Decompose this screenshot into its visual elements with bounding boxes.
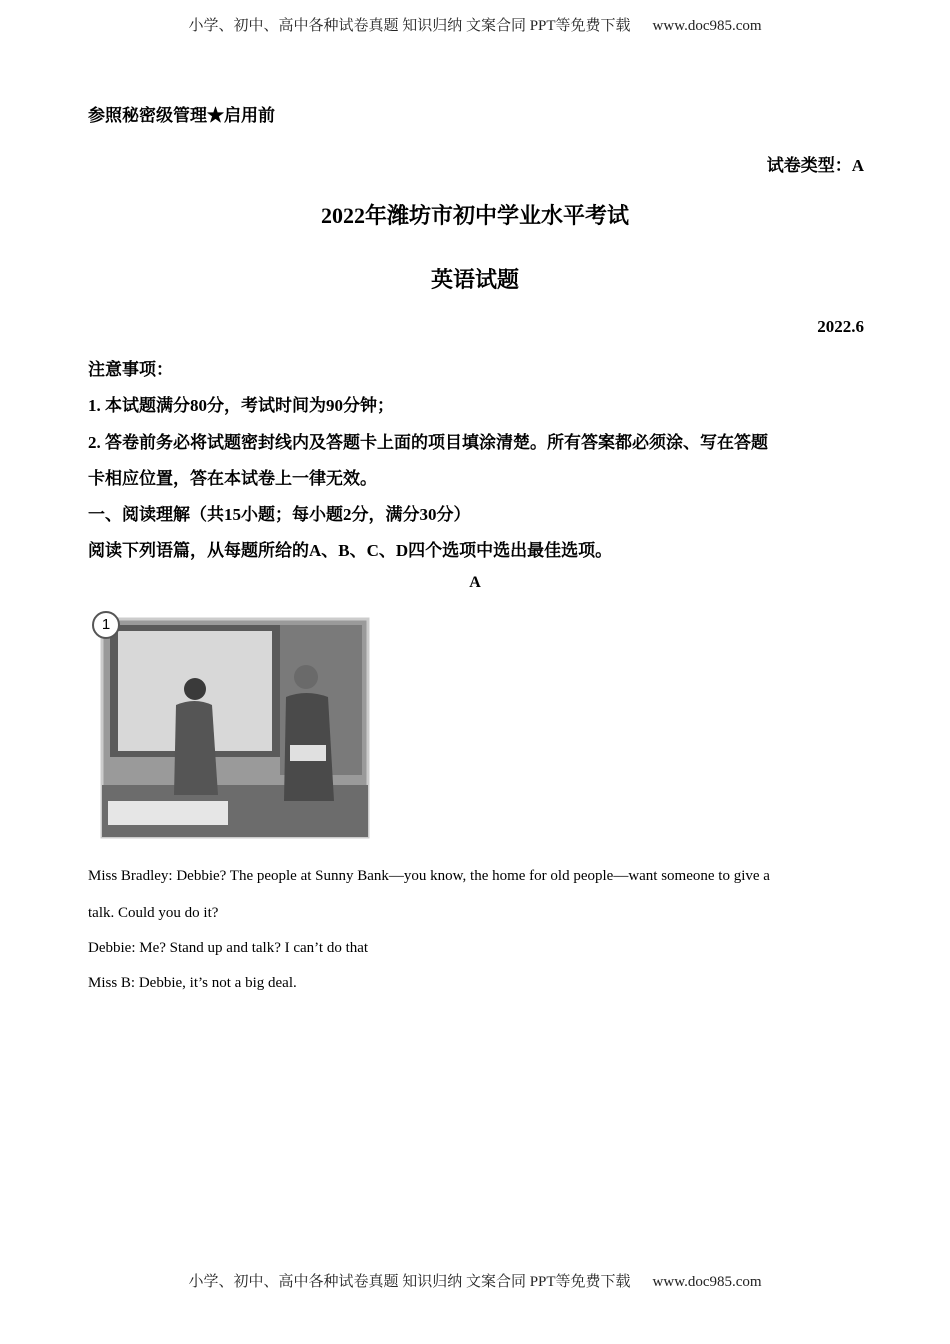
header-url[interactable]: www.doc985.com: [652, 18, 762, 34]
paper-type: 试卷类型：A: [766, 156, 864, 175]
dialogue-line: Miss B: Debbie, it’s not a big deal.: [88, 975, 297, 991]
dialogue-line: Miss Bradley: Debbie? The people at Sunny Bank—you know, the home for old people—want someone to give a: [88, 868, 770, 884]
footer-text: 小学、初中、高中各种试卷真题 知识归纳 文案合同 PPT等免费下载: [188, 1274, 631, 1290]
page-footer: [0, 1270, 950, 1291]
notice-2a: 2. 答卷前务必将试题密封线内及答题卡上面的项目填涂清楚。所有答案都必须涂、写在答题: [88, 433, 768, 452]
page-header: [0, 14, 950, 35]
notice-2b: 卡相应位置，答在本试卷上一律无效。: [88, 469, 377, 488]
dialogue-line: Debbie: Me? Stand up and talk? I can’t do that: [88, 940, 369, 956]
footer-url[interactable]: www.doc985.com: [652, 1274, 762, 1290]
dialogue-line: talk. Could you do it?: [88, 905, 219, 921]
secrecy-label: 参照秘密级管理★启用前: [88, 106, 275, 125]
photo-number-badge: 1: [92, 611, 120, 639]
instruction: 阅读下列语篇，从每题所给的A、B、C、D四个选项中选出最佳选项。: [88, 541, 613, 560]
notice-1: 1. 本试题满分80分，考试时间为90分钟；: [88, 396, 394, 415]
section-heading: 一、阅读理解（共15小题；每小题2分，满分30分）: [88, 505, 471, 524]
exam-title: 2022年潍坊市初中学业水平考试: [320, 203, 629, 228]
notice-heading: 注意事项：: [88, 360, 173, 379]
exam-subtitle: 英语试题: [430, 267, 519, 292]
passage-label: A: [469, 574, 481, 591]
exam-date: 2022.6: [817, 317, 864, 336]
header-text: 小学、初中、高中各种试卷真题 知识归纳 文案合同 PPT等免费下载: [188, 18, 631, 34]
classroom-photo: [88, 605, 372, 841]
